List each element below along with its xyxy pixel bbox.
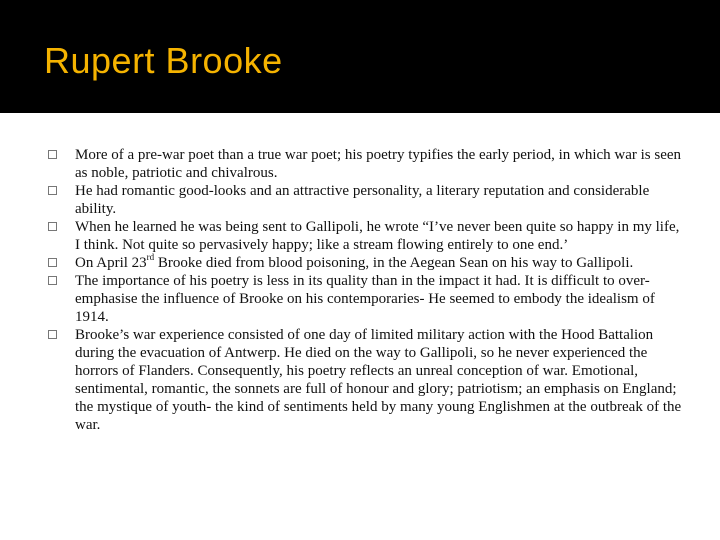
square-bullet-icon [48,276,57,285]
slide-title: Rupert Brooke [44,40,283,81]
bullet-text: Brooke’s war experience consisted of one day of limited military action with the Hood Battalion during the evacuation of Antwerp. He died on the way to Gallipoli, so he never experienced the horrors of Flanders. Consequently, his poetry reflects an unreal conception of war. Emotional, sentimental, romantic, the sonnets are full of honour and glory; patriotism; an emphasis on England; the mystique of youth- the kind of sentiments held by many young Englishmen at the outbreak of the war. [75,327,682,433]
bullet-item [48,326,686,434]
date-ordinal-suffix: rd [146,252,155,262]
bullet-text: He had romantic good-looks and an attractive personality, a literary reputation and considerable ability. [75,183,650,217]
square-bullet-icon [48,222,57,231]
bullet-item [48,254,686,272]
square-bullet-icon [48,258,57,267]
title-bar [0,0,720,113]
bullet-text-before: On April 23 [75,255,147,271]
square-bullet-icon [48,186,57,195]
bullet-text: More of a pre-war poet than a true war poet; his poetry typifies the early period, in which war is seen as noble, patriotic and chivalrous. [75,147,682,181]
bullet-text [75,252,634,271]
square-bullet-icon [48,330,57,339]
bullet-text: When he learned he was being sent to Gallipoli, he wrote “I’ve never been quite so happy in my life, I think. Not quite so pervasively happy; like a stream flowing entirely to one end.’ [75,219,680,253]
bullet-item [48,182,686,218]
bullet-item [48,272,686,326]
bullet-item [48,218,686,254]
bullet-text: The importance of his poetry is less in its quality than in the impact it had. It is difficult to over-emphasise the influence of Brooke on his contemporaries- He seemed to embody the idealism of 1914. [75,273,655,325]
square-bullet-icon [48,150,57,159]
bullet-text-after: Brooke died from blood poisoning, in the Aegean Sean on his way to Gallipoli. [154,255,634,271]
bullet-item [48,146,686,182]
bullet-list [48,146,686,434]
